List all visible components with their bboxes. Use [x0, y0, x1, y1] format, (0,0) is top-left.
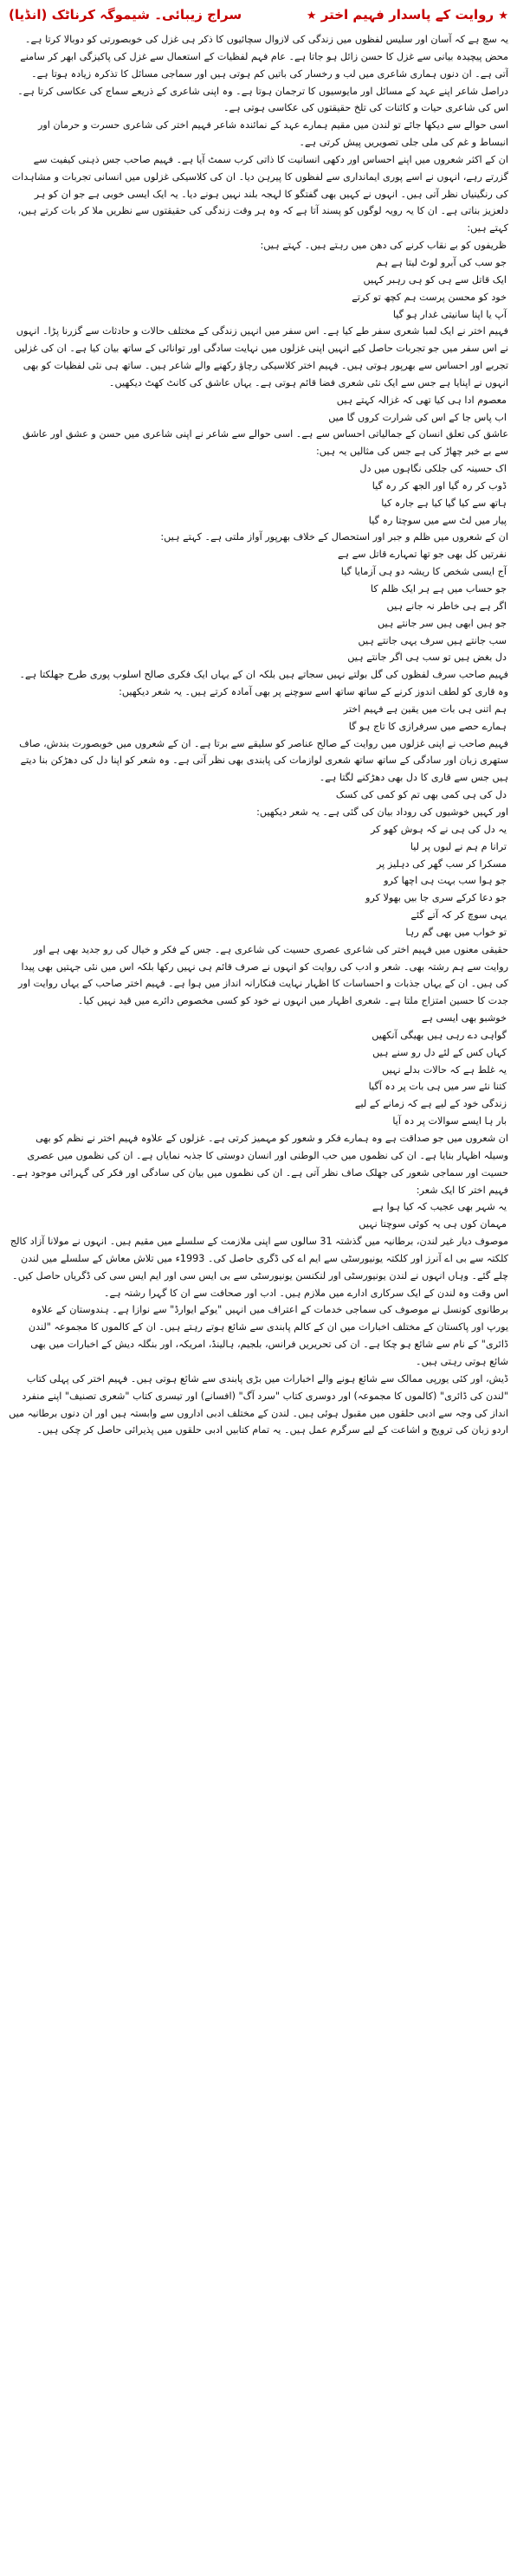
verse-line: یہ دل کی ہی نے کہ ہوش کھو کر — [370, 823, 507, 835]
article-body — [9, 31, 508, 2571]
verse-line: دل کی ہی کمی بھی تم کو کمی کی کسک — [335, 789, 507, 801]
verse-line: جو دعا کرکے سری جا بیں بھولا کرو — [365, 892, 507, 904]
verse-line: ظریفوں کو بے نقاب کرنے کی دھن میں رہتے ہیں۔ کہتے ہیں: — [260, 240, 507, 252]
paragraph: موصوف دیار غیر لندن، برطانیہ میں گذشتہ 31 سالوں سے اپنی ملازمت کے سلسلے میں مقیم ہیں۔ انہوں نے مولانا آزاد کالج کلکتہ سے بی اے آنرز اور کلکتہ یونیورسٹی سے ایم اے کی ڈگری حاصل کی۔ 1993ء میں تلاش معاش کے سلسلے میں لندن چلے گئے۔ وہاں انہوں نے لندن یونیورسٹی اور لنکنسن یونیورسٹی سے بی ایس سی اور ایم ایس سی کی ڈگریاں حاصل کیں۔ اس وقت وہ لندن کے ایک سرکاری ادارے میں ملازم ہیں۔ ادب اور صحافت سے ان کا گہرا رشتہ ہے۔ — [10, 1236, 508, 1299]
paragraph: حقیقی معنوں میں فہیم اختر کی شاعری عصری حسیت کی شاعری ہے۔ جس کے فکر و خیال کی رو جدید بھی ہے اور روایت سے ہم رشتہ بھی۔ شعر و ادب کی روایت کو انہوں نے صرف قائم ہی نہیں رکھا بلکہ اس میں نئی جہتیں بھی پیدا کی ہیں۔ ان کے یہاں جذبات و احساسات کا اظہار نہایت فنکارانہ انداز میں ہوا ہے۔ فہیم اختر صاحب کے یہاں روایت اور جدت کا حسین امتزاج ملتا ہے۔ شعری اظہار میں انہوں نے خود کو کسی مخصوص دائرے میں قید نہیں کیا۔ — [18, 943, 508, 1007]
article-title — [307, 7, 508, 22]
verse-line: نفرتیں کل بھی جو تھا تمہارے قاتل سے ہے — [337, 549, 507, 561]
verse-line: ہم اتنی ہی بات میں یقین ہے فہیم اختر — [343, 703, 507, 715]
verse-line: بار ہا ایسے سوالات پر دہ آیا — [392, 1115, 507, 1127]
paragraph: یہ سچ ہے کہ آسان اور سلیس لفظوں میں زندگی کی لازوال سچائیوں کا ذکر ہی غزل کی خوبصورتی کو دوبالا کرتا ہے۔ محض پیچیدہ بیانی سے غزل کا حسن زائل ہو جاتا ہے۔ عام فہم لفظیات کے استعمال سے غزل کی پاکیزگی ابھر کر سامنے آتی ہے۔ ان دنوں ہماری شاعری میں لب و رخسار کی باتیں کم ہوتی ہیں اور سماجی مسائل کا تذکرہ زیادہ ہوتا ہے۔ دراصل شاعر اپنے عہد کے مسائل اور مایوسیوں کا ترجمان ہوتا ہے۔ وہ اپنی شاعری کے ذریعے سماج کی عکاسی کرتا ہے۔ اس کی شاعری حیات و کائنات کی تلخ حقیقتوں کی عکاسی ہوتی ہے۔ — [17, 34, 508, 114]
paragraph: ڈیش، اور کئی یورپی ممالک سے شائع ہونے والے اخبارات میں بڑی پابندی سے شائع ہوتی ہیں۔ فہیم اختر کی پہلی کتاب "لندن کی ڈائری" (کالموں کا مجموعہ) اور دوسری کتاب "سرد آگ" (افسانے) اور تیسری کتاب "شعری تصنیف" اپنے منفرد انداز کی وجہ سے ادبی حلقوں میں مقبول ہوئی ہیں۔ لندن کے مختلف ادبی اداروں سے وابستہ ہیں اور ان دنوں برطانیہ میں اردو زبان کی ترویج و اشاعت کے لیے سرگرم عمل ہیں۔ یہ تمام کتابیں ادبی حلقوں میں پذیرائی حاصل کر چکی ہیں۔ — [9, 1372, 508, 1436]
verse-line: یہ شہر بھی عجیب کہ کیا ہوا ہے — [372, 1201, 507, 1213]
star-icon: ★ — [306, 10, 317, 22]
verse-line: کتنا نئے سر میں ہی بات پر دہ آگیا — [368, 1081, 507, 1093]
verse-line: خوشبو بھی ایسی ہے — [421, 1012, 507, 1025]
verse-line: جو ہوا سب بہت ہی اچھا کرو — [384, 875, 507, 887]
verse-line: اب پاس جا کے اس کی شرارت کروں گا میں — [328, 411, 507, 423]
verse-line: یہ غلط ہے کہ حالات بدلے نہیں — [382, 1063, 507, 1076]
verse-line: جو ہیں ابھی ہیں سر جانتے ہیں — [378, 617, 507, 629]
paragraph: اسی حوالے سے دیکھا جائے تو لندن میں مقیم ہمارے عہد کے نمائندہ شاعر فہیم اختر کی شاعری حسرت و حرمان اور انبساط و غم کی ملی جلی تصویریں پیش کرتی ہے۔ — [37, 119, 508, 149]
author-byline: سراج زیبائی۔ شیموگہ کرناٹک (انڈیا) — [9, 7, 242, 22]
title-text: روایت کے پاسدار فہیم اختر — [320, 7, 494, 22]
verse-line: ہمارے حصے میں سرفرازی کا تاج ہو گا — [348, 720, 507, 732]
verse-line: ڈوب کر رہ گیا اور الجھ کر رہ گیا — [372, 479, 507, 491]
verse-line: ہاتھ سے کیا گیا کیا ہے جارہ کیا — [381, 497, 507, 509]
paragraph: فہیم اختر کا ایک شعر: — [416, 1184, 508, 1196]
verse-line: تو خواب میں بھی گم رہا — [405, 926, 507, 938]
verse-line: سب جانتے ہیں سرف یہی جانتے ہیں — [358, 634, 507, 646]
verse-line: آپ یا اپنا سانیتی غدار ہو گیا — [392, 308, 507, 320]
paragraph: ان شعروں میں جو صداقت ہے وہ ہمارے فکر و شعور کو مہمیز کرتی ہے۔ غزلوں کے علاوہ فہیم اختر نے نظم کو بھی وسیلہ اظہار بنایا ہے۔ ان کی نظموں میں حب الوطنی اور انسان دوستی کا جذبہ نمایاں ہے۔ ان کی نظموں میں عصری حسیت اور سماجی شعور کی جھلک صاف نظر آتی ہے۔ ان کی نظموں میں بیان کی سادگی اور فکر کی گہرائی موجود ہے۔ — [10, 1133, 508, 1179]
verse-line: مہمان کوں ہی یہ کوئی سوچتا نہیں — [359, 1218, 507, 1230]
paragraph: اور کہیں خوشیوں کی روداد بیان کی گئی ہے۔ یہ شعر دیکھیں: — [256, 806, 508, 818]
star-icon: ★ — [498, 10, 508, 22]
paragraph: برطانوی کونسل نے موصوف کی سماجی خدمات کے اعتراف میں انہیں "یوکے ایوارڈ" سے نوازا ہے۔ ہندوستان کے علاوہ یورپ اور پاکستان کے مختلف اخبارات میں ان کے کالم پابندی سے شائع ہوتے رہتے ہیں۔ ان کے کالموں کا مجموعہ "لندن ڈائری" کے نام سے شائع ہو چکا ہے۔ ان کی تحریریں فرانس، بلجیم، ہالینڈ، امریکہ، اور بنگلہ دیش کے اخبارات میں بھی شائع ہوتی رہتی ہیں۔ — [28, 1304, 508, 1367]
verse-line: اگر ہے ہی خاطر نہ جانے ہیں — [386, 600, 507, 612]
verse-line: کہاں کس کے لئے دل رو سنے ہیں — [372, 1046, 507, 1058]
verse-line: جو حساب میں ہے ہر ایک ظلم کا — [370, 583, 507, 594]
verse-line: ترانا م ہم نے لبوں پر لیا — [410, 840, 507, 852]
verse-line: خود کو محسن پرست ہم کچھ تو کرتے — [352, 291, 507, 303]
verse-line: معصوم ادا ہی کیا تھی کہ غزالہ کہتے ہیں — [336, 394, 507, 406]
verse-line: ایک قاتل سے ہی کو ہی رہبر کہیں — [363, 273, 507, 286]
verse-line: جو سب کی آبرو لوٹ لیتا ہے ہم — [376, 256, 507, 268]
verse-line: گواہی دے رہی ہیں بھیگی آنکھیں — [372, 1029, 507, 1041]
verse-line: پیار میں لٹ سے میں سوچتا رہ گیا — [368, 514, 507, 526]
verse-line: آج ایسی شخص کا ریشہ دو ہی آزمایا گیا — [340, 566, 507, 578]
paragraph: فہیم صاحب سرف لفظوں کی گل بولتے نہیں سجاتے ہیں بلکہ ان کے یہاں ایک فکری صالح اسلوب پوری طرح جھلکتا ہے۔ وہ قاری کو لطف اندوز کرنے کے ساتھ ساتھ اسے سوچنے پر بھی آمادہ کرتے ہیں۔ یہ شعر دیکھیں: — [19, 669, 508, 698]
article-header — [0, 0, 517, 29]
paragraph: عاشق کی تعلق انسان کے جمالیاتی احساس سے ہے۔ اسی حوالے سے شاعر نے اپنی شاعری میں حسن و عشق اور عاشق سے بے خبر چھاڑ کی ہے جس کی مثالیں یہ ہیں: — [23, 428, 508, 458]
paragraph: فہیم صاحب نے اپنی غزلوں میں روایت کے صالح عناصر کو سلیقے سے برتا ہے۔ ان کے شعروں میں خوبصورت بندش، صاف ستھری زبان اور سادگی کے ساتھ ساتھ شعری لوازمات کی پابندی بھی نظر آتی ہے۔ وہ شعر کو اپنا دل کی دھڑکن بنا دیتے ہیں جس سے قاری کا دل بھی دھڑکنے لگتا ہے۔ — [19, 737, 508, 784]
verse-line: اک حسینہ کی جلکی نگاہوں میں دل — [359, 463, 507, 475]
paragraph: فہیم اختر نے ایک لمبا شعری سفر طے کیا ہے۔ اس سفر میں انہیں زندگی کے مختلف حالات و حادثات سے گزرنا پڑا۔ انہوں نے اس سفر میں جو تجربات حاصل کیے انہیں اپنی غزلوں میں نہایت سادگی اور توانائی کے ساتھ بیان کیا ہے۔ ان کی غزلیں تجربے اور احساس سے بھرپور ہوتی ہیں۔ فہیم اختر کلاسیکی رچاؤ رکھنے والے شاعر ہیں۔ ساتھ ہی نئی لفظیات کو بھی انہوں نے اپنایا ہے جس سے ایک نئی شعری فضا قائم ہوتی ہے۔ یہاں عاشق کی کانٹ کھٹ دیکھیں۔ — [14, 325, 508, 389]
verse-line: دل بغض ہیں تو سب ہی اگر جانتے ہیں — [347, 652, 507, 664]
paragraph: ان کے اکثر شعروں میں اپنے احساس اور دکھی انسانیت کا ذاتی کرب سمٹ آیا ہے۔ فہیم صاحب جس ذہنی کیفیت سے گزرتے رہے، انہوں نے اسے پوری ایمانداری سے لفظوں کا پیرہن دیا۔ ان کی کلاسیکی غزلوں میں انسانی تجربات و مشاہدات کی رنگینیاں نظر آتی ہیں۔ انہوں نے کہیں بھی گفتگو کا لہجہ بلند نہیں ہونے دیا۔ یہ ایک ایسی خوبی ہے جو ان کو ہر دلعزیز بناتی ہے۔ ان کا یہ رویہ لوگوں کو پسند آتا ہے کہ وہ ہر وقت زندگی کی حقیقتوں سے نظریں ملا کر بات کرتے ہیں، کہتے ہیں: — [11, 153, 508, 234]
verse-line: یہی سوچ کر کہ آتے گئے — [410, 909, 507, 922]
verse-line: مسکرا کر سب گھر کی دہلیز پر — [376, 858, 507, 870]
verse-line: زندگی خود کے لیے ہے کہ زمانے کے لیے — [354, 1098, 507, 1110]
paragraph: ان کے شعروں میں ظلم و جبر اور استحصال کے خلاف بھرپور آواز ملتی ہے۔ کہتے ہیں: — [160, 531, 508, 543]
